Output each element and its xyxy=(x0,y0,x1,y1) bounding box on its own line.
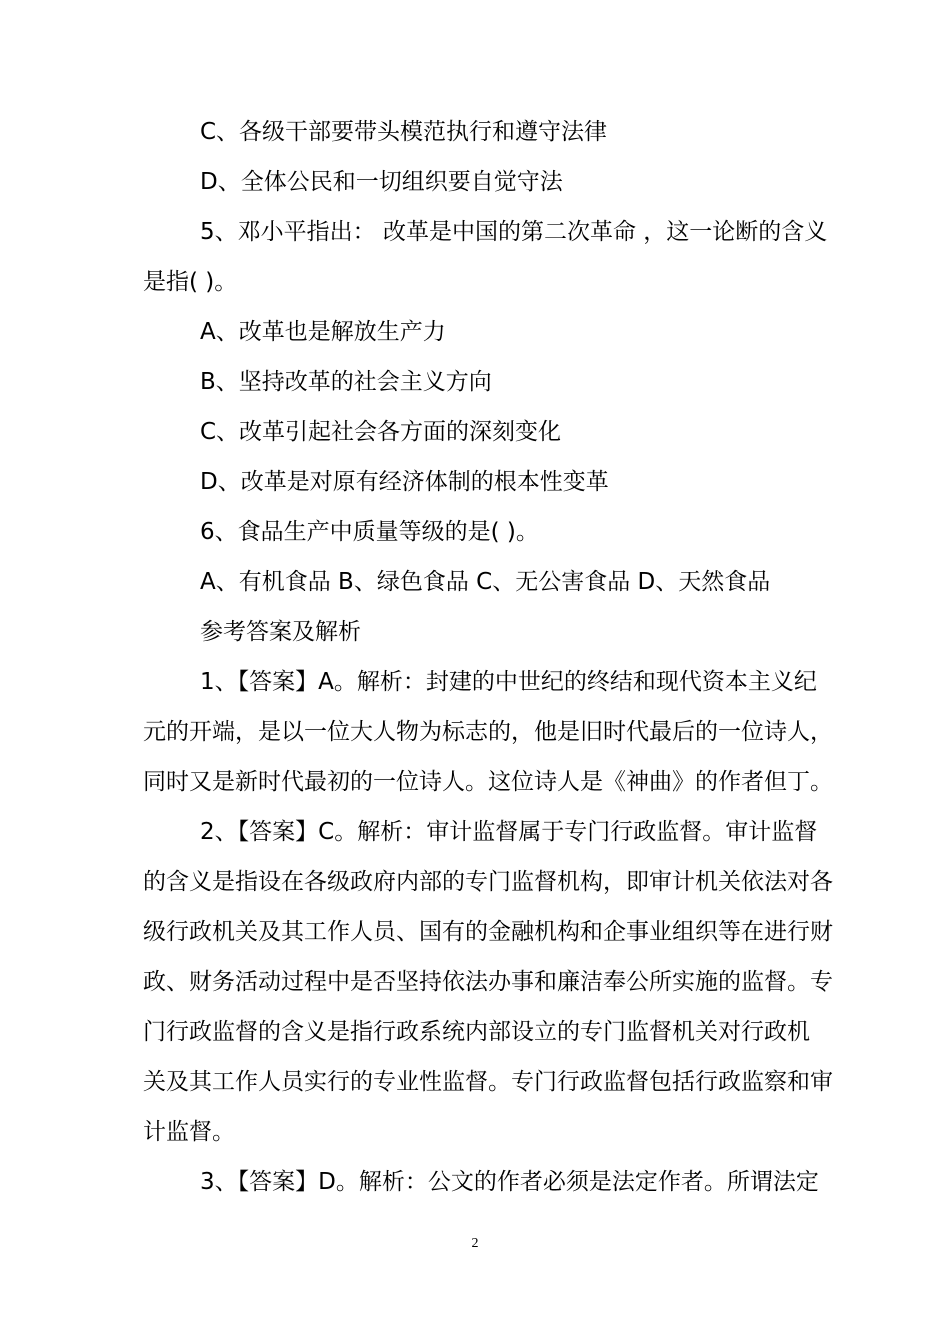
answer-2-line-1: 2、【答案】C。解析：审计监督属于专门行政监督。审计监督 xyxy=(200,819,818,845)
options-q6: A、有机食品 B、绿色食品 C、无公害食品 D、天然食品 xyxy=(200,569,771,595)
answer-2-line-7: 计监督。 xyxy=(143,1119,235,1145)
page-number: 2 xyxy=(471,1236,479,1251)
answer-3-line-1: 3、【答案】D。解析：公文的作者必须是法定作者。所谓法定 xyxy=(200,1169,819,1195)
answer-2-line-3: 级行政机关及其工作人员、国有的金融机构和企事业组织等在进行财 xyxy=(143,919,833,945)
question-5-line-2: 是指( )。 xyxy=(143,269,238,295)
option-d-q5: D、改革是对原有经济体制的根本性变革 xyxy=(200,469,609,495)
answer-1-line-2: 元的开端，是以一位大人物为标志的，他是旧时代最后的一位诗人， xyxy=(143,719,833,745)
answer-1-line-3: 同时又是新时代最初的一位诗人。这位诗人是《神曲》的作者但丁。 xyxy=(143,769,833,795)
option-c-q4: C、各级干部要带头模范执行和遵守法律 xyxy=(200,119,608,145)
option-d-q4: D、全体公民和一切组织要自觉守法 xyxy=(200,169,563,195)
answer-2-line-2: 的含义是指设在各级政府内部的专门监督机构，即审计机关依法对各 xyxy=(143,869,833,895)
answer-1-line-1: 1、【答案】A。解析：封建的中世纪的终结和现代资本主义纪 xyxy=(200,669,817,695)
question-5-line-1: 5、邓小平指出： 改革是中国的第二次革命 ，这一论断的含义 xyxy=(200,219,828,245)
option-a-q5: A、改革也是解放生产力 xyxy=(200,319,446,345)
answer-2-line-4: 政、财务活动过程中是否坚持依法办事和廉洁奉公所实施的监督。专 xyxy=(143,969,833,995)
option-c-q5: C、改革引起社会各方面的深刻变化 xyxy=(200,419,562,445)
answer-2-line-5: 门行政监督的含义是指行政系统内部设立的专门监督机关对行政机 xyxy=(143,1019,810,1045)
answer-2-line-6: 关及其工作人员实行的专业性监督。专门行政监督包括行政监察和审 xyxy=(143,1069,833,1095)
option-b-q5: B、坚持改革的社会主义方向 xyxy=(200,369,492,395)
answers-heading: 参考答案及解析 xyxy=(200,619,361,645)
question-6: 6、食品生产中质量等级的是( )。 xyxy=(200,519,539,545)
